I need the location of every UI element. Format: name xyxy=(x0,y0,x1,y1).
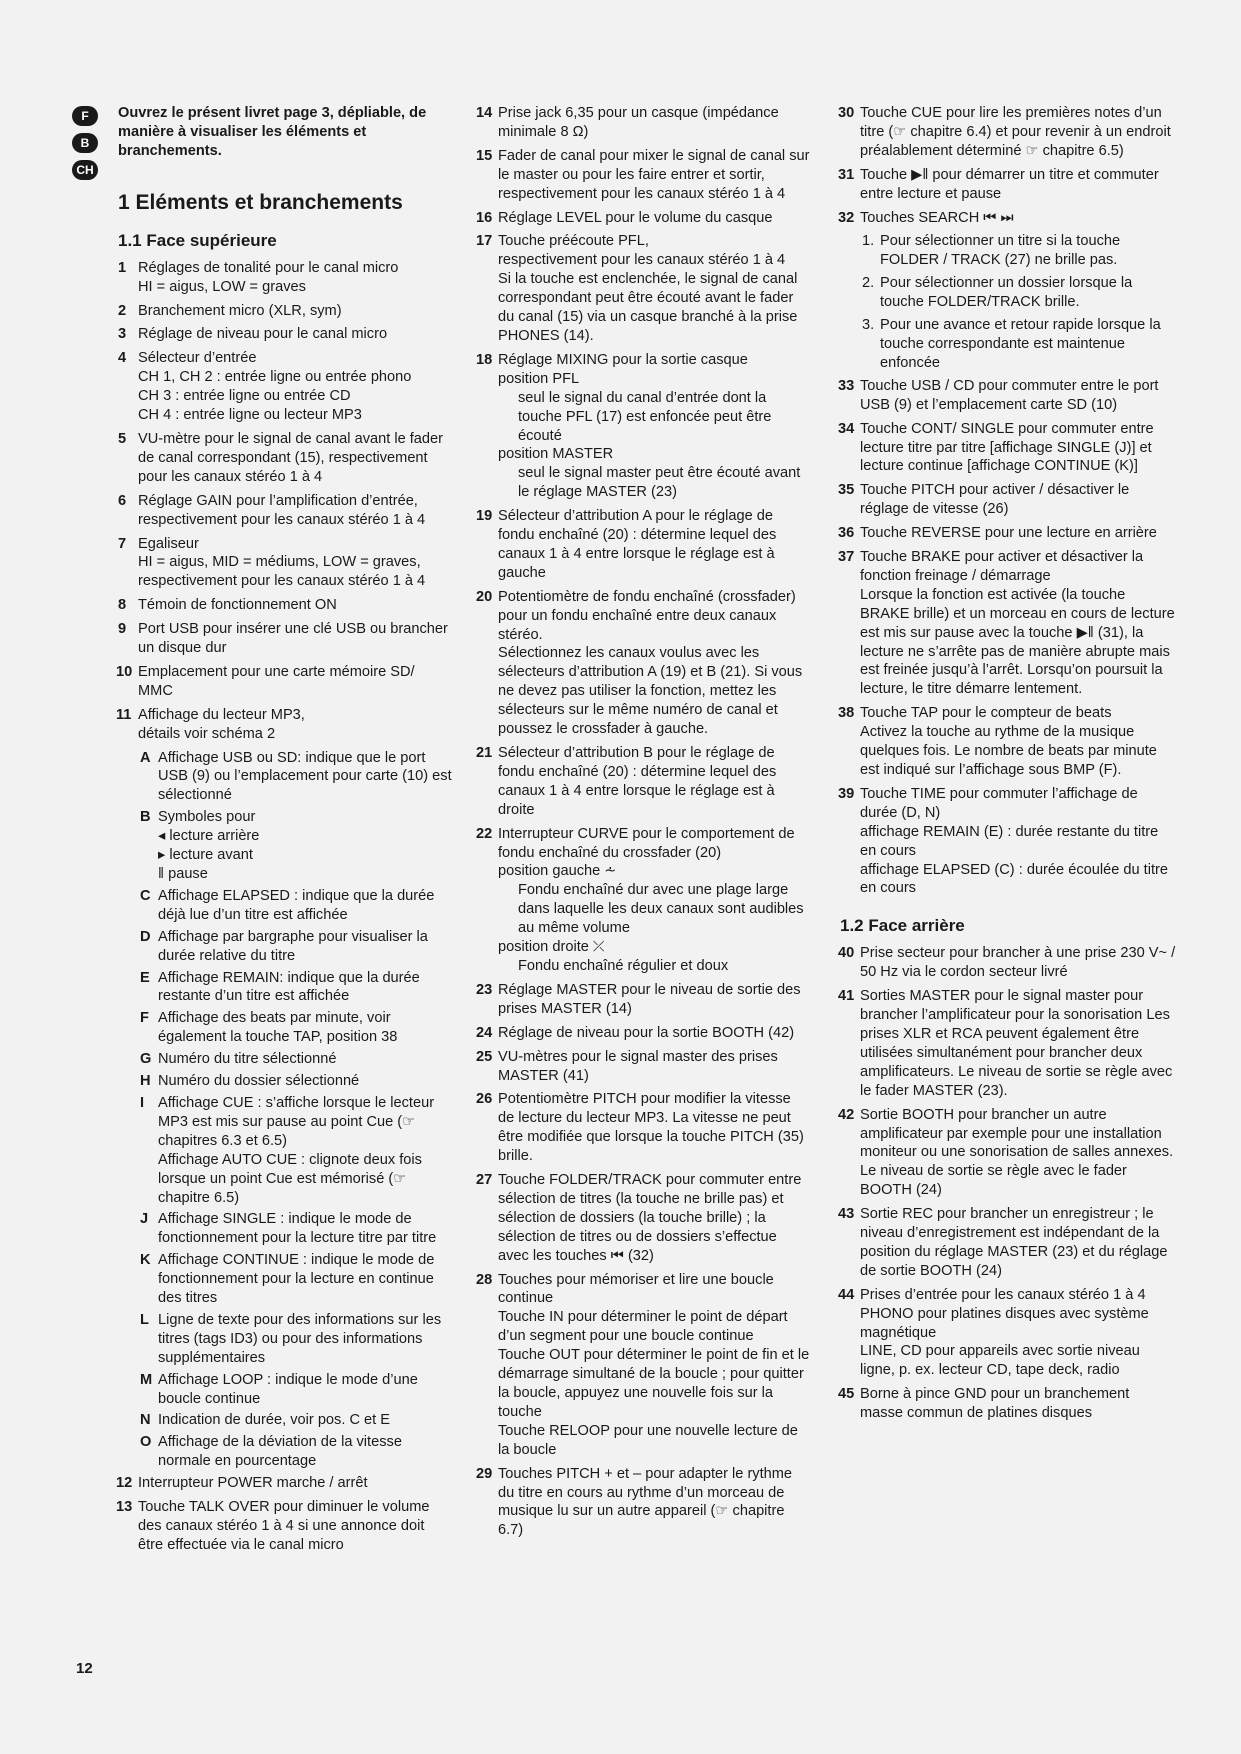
item-36: 36 Touche REVERSE pour une lecture en arrière xyxy=(838,525,1157,542)
item-7: 7 Egaliseur HI = aigus, MID = médiums, LOW = graves, respectivement pour les canaux stéréo 1 à 4 xyxy=(118,535,426,590)
item-28: 28 Touches pour mémoriser et lire une boucle continue Touche IN pour déterminer le point de départ d’un segment pour une boucle continue Touche OUT pour déterminer le point de fin et le démarrage simultané de la boucle ; pour quitter la boucle, appuyez une nouvelle fois sur la touche Touche RELOOP pour une nouvelle lecture de la boucle xyxy=(476,1271,810,1458)
item-12: 12 Interrupteur POWER marche / arrêt xyxy=(116,1475,368,1492)
sub-item-j: J Affichage SINGLE : indique le mode de fonctionnement pour la lecture titre par titre xyxy=(140,1211,437,1247)
item-34: 34 Touche CONT/ SINGLE pour commuter entre lecture titre par titre [affichage SINGLE (J)] et lecture continue [affichage CONTINUE (K)] xyxy=(838,420,1154,475)
item-29: 29 Touches PITCH + et – pour adapter le rythme du titre en cours au rythme d’un morceau de musique lu sur un autre appareil (☞ chapitre 6.7) xyxy=(476,1465,793,1539)
item-32-sub-3: 3. Pour une avance et retour rapide lorsque la touche correspondante est maintenue enfoncée xyxy=(862,317,1161,371)
item-11: 11 Affichage du lecteur MP3, détails voir schéma 2 xyxy=(116,706,305,742)
item-9: 9 Port USB pour insérer une clé USB ou brancher un disque dur xyxy=(118,621,448,657)
item-2: 2 Branchement micro (XLR, sym) xyxy=(118,302,342,319)
sub-item-b: B Symboles pour ◂ lecture arrière ▸ lecture avant ǁ pause xyxy=(140,809,260,882)
sub-item-h: H Numéro du dossier sélectionné xyxy=(140,1073,360,1090)
item-38: 38 Touche TAP pour le compteur de beats Activez la touche au rythme de la musique quelques fois. Le nombre de beats par minute est indiqué sur l’affichage sous BMP (F). xyxy=(838,705,1157,778)
page-number: 12 xyxy=(76,1660,93,1677)
sub-item-d: D Affichage par bargraphe pour visualiser la durée relative du titre xyxy=(140,928,428,964)
item-32: 32 Touches SEARCH ⏮ ⏭ xyxy=(838,209,1014,226)
item-19: 19 Sélecteur d’attribution A pour le réglage de fondu enchaîné (20) : détermine lequel des canaux 1 à 4 entre lorsque le réglage est à gauche xyxy=(476,508,777,581)
item-23: 23 Réglage MASTER pour le niveau de sortie des prises MASTER (14) xyxy=(476,981,801,1017)
column-3 xyxy=(840,104,1176,1428)
language-badge-ch: CH xyxy=(72,160,98,180)
item-37: 37 Touche BRAKE pour activer et désactiver la fonction freinage / démarrage Lorsque la fonction est activée (la touche BRAKE brille) et un morceau en cours de lecture est mis sur pause avec la touche ▶ǁ (31), la lecture ne s’arrête pas de manière abrupte mais est freinée jusqu’à l’arrêt. Lorsqu’on poursuit la lecture, le titre démarre lentement. xyxy=(838,549,1175,698)
sub-item-i: I Affichage CUE : s’affiche lorsque le lecteur MP3 est mis sur pause au point Cue (☞ chapitres 6.3 et 6.5) Affichage AUTO CUE : clignote deux fois lorsque un point Cue est mémorisé (☞ chapitre 6.5) xyxy=(140,1094,435,1206)
column-1 xyxy=(118,104,452,1560)
item-17: 17 Touche préécoute PFL, respectivement pour les canaux stéréo 1 à 4 Si la touche est enclenchée, le signal de canal correspondant peut être écouté avant le fader du canal (15) via un casque branché à la prise PHONES (14). xyxy=(476,233,798,344)
sub-item-a: A Affichage USB ou SD: indique que le port USB (9) ou l’emplacement pour carte (10) est sélectionné xyxy=(140,749,452,804)
sub-item-l: L Ligne de texte pour des informations sur les titres (tags ID3) ou pour des informations supplémentaires xyxy=(140,1311,442,1366)
item-39: 39 Touche TIME pour commuter l’affichage de durée (D, N) affichage REMAIN (E) : durée restante du titre en cours affichage ELAPSED (C) : durée écoulée du titre en cours xyxy=(838,785,1168,897)
language-badges xyxy=(72,106,98,187)
sub-item-o: O Affichage de la déviation de la vitesse normale en pourcentage xyxy=(140,1434,402,1470)
item-16: 16 Réglage LEVEL pour le volume du casque xyxy=(476,209,773,226)
item-31: 31 Touche ▶ǁ pour démarrer un titre et commuter entre lecture et pause xyxy=(838,166,1159,202)
language-badge-f: F xyxy=(72,106,98,126)
language-badge-b: B xyxy=(72,133,98,153)
item-14: 14 Prise jack 6,35 pour un casque (impédance minimale 8 Ω) xyxy=(476,105,779,140)
item-26: 26 Potentiomètre PITCH pour modifier la vitesse de lecture du lecteur MP3. La vitesse ne peut être modifiée que lorsque la touche PITCH (35) brille. xyxy=(476,1091,804,1165)
item-15: 15 Fader de canal pour mixer le signal de canal sur le master ou pour les faire entrer et sortir, respectivement pour les canaux stéréo 1 à 4 xyxy=(476,147,810,202)
item-40: 40 Prise secteur pour brancher à une prise 230 V~ / 50 Hz via le cordon secteur livré xyxy=(838,945,1176,981)
item-35: 35 Touche PITCH pour activer / désactiver le réglage de vitesse (26) xyxy=(838,482,1130,518)
item-45: 45 Borne à pince GND pour un branchement masse commun de platines disques xyxy=(838,1386,1130,1422)
item-22: 22 Interrupteur CURVE pour le comportement de fondu enchaîné du crossfader (20) position gauche ⩪ Fondu enchaîné dur avec une plage large dans laquelle les deux canaux sont audibles au même volume position droite ⤫ Fondu enchaîné régulier et doux xyxy=(476,825,804,974)
item-24: 24 Réglage de niveau pour la sortie BOOTH (42) xyxy=(476,1024,795,1041)
sub-item-k: K Affichage CONTINUE : indique le mode de fonctionnement pour la lecture en continue des titres xyxy=(140,1252,435,1307)
sub-item-e: E Affichage REMAIN: indique que la durée restante d’un titre est affichée xyxy=(140,969,420,1005)
item-27: 27 Touche FOLDER/TRACK pour commuter entre sélection de titres (la touche ne brille pas) et sélection de dossiers (la touche brille) ; la sélection de titres ou de dossiers s’effectue avec les touches ⏮ (32) xyxy=(476,1172,802,1264)
item-42: 42 Sortie BOOTH pour brancher un autre amplificateur par exemple pour une installation moniteur ou une sonorisation de salles annexes. Le niveau de sortie se règle avec le fader BOOTH (24) xyxy=(838,1106,1174,1199)
section-heading-face-arriere: 1.2 Face arrière xyxy=(840,916,965,936)
item-43: 43 Sortie REC pour brancher un enregistreur ; le niveau d’enregistrement est indépendant de la position du réglage MASTER (23) et du réglage de sortie BOOTH (24) xyxy=(838,1206,1168,1279)
column-2 xyxy=(478,104,810,1545)
sub-item-m: M Affichage LOOP : indique le mode d’une boucle continue xyxy=(140,1371,418,1407)
section-heading-face-superieure: 1.1 Face supérieure xyxy=(118,230,277,250)
main-heading: 1 Eléments et branchements xyxy=(118,190,403,214)
item-32-sub-2: 2. Pour sélectionner un dossier lorsque la touche FOLDER/TRACK brille. xyxy=(862,275,1133,311)
item-4: 4 Sélecteur d’entrée CH 1, CH 2 : entrée ligne ou entrée phono CH 3 : entrée ligne ou entrée CD CH 4 : entrée ligne ou lecteur MP3 xyxy=(118,350,412,424)
item-6: 6 Réglage GAIN pour l’amplification d’entrée, respectivement pour les canaux stéréo 1 à 4 xyxy=(118,492,426,528)
sub-item-g: G Numéro du titre sélectionné xyxy=(140,1051,337,1068)
item-13: 13 Touche TALK OVER pour diminuer le volume des canaux stéréo 1 à 4 si une annonce doit être effectuée via le canal micro xyxy=(116,1499,430,1553)
item-44: 44 Prises d’entrée pour les canaux stéréo 1 à 4 PHONO pour platines disques avec système magnétique LINE, CD pour appareils avec sortie niveau ligne, p. ex. lecteur CD, tape deck, radio xyxy=(838,1286,1149,1379)
item-18: 18 Réglage MIXING pour la sortie casque position PFL seul le signal du canal d’entrée dont la touche PFL (17) est enfoncée peut être écouté position MASTER seul le signal master peut être écouté avant le réglage MASTER (23) xyxy=(476,351,801,501)
item-5: 5 VU-mètre pour le signal de canal avant le fader de canal correspondant (15), respectivement pour les canaux stéréo 1 à 4 xyxy=(118,430,444,485)
item-20: 20 Potentiomètre de fondu enchaîné (crossfader) pour un fondu enchaîné entre deux canaux stéréo. Sélectionnez les canaux voulus avec les sélecteurs d’attribution A (19) et B (21). Si vous ne devez pas utiliser la fonction, mettez les sélecteurs sur le même numéro de canal et poussez le crossfader à gauche. xyxy=(476,588,803,738)
sub-item-n: N Indication de durée, voir pos. C et E xyxy=(140,1412,391,1429)
item-25: 25 VU-mètres pour le signal master des prises MASTER (41) xyxy=(476,1048,778,1084)
item-41: 41 Sorties MASTER pour le signal master pour brancher l’amplificateur pour la sonorisation Les prises XLR et RCA peuvent également être utilisées simultanément pour brancher deux amplificateurs. Le niveau de sortie se règle avec le fader MASTER (23). xyxy=(838,988,1173,1099)
sub-item-c: C Affichage ELAPSED : indique que la durée déjà lue d’un titre est affichée xyxy=(140,887,435,923)
item-30: 30 Touche CUE pour lire les premières notes d’un titre (☞ chapitre 6.4) et pour revenir à un endroit préalablement déterminé ☞ chapitre 6.5) xyxy=(838,105,1171,159)
item-1: 1 Réglages de tonalité pour le canal micro HI = aigus, LOW = graves xyxy=(118,259,399,295)
sub-item-f: F Affichage des beats par minute, voir également la touche TAP, position 38 xyxy=(140,1010,398,1046)
intro-text: Ouvrez le présent livret page 3, dépliable, de manière à visualiser les éléments et branchements. xyxy=(118,105,427,159)
item-32-sub-1: 1. Pour sélectionner un titre si la touche FOLDER / TRACK (27) ne brille pas. xyxy=(862,233,1121,269)
item-10: 10 Emplacement pour une carte mémoire SD/ MMC xyxy=(116,663,415,699)
item-8: 8 Témoin de fonctionnement ON xyxy=(118,597,337,614)
item-21: 21 Sélecteur d’attribution B pour le réglage de fondu enchaîné (20) : détermine lequel des canaux 1 à 4 entre lorsque le réglage est à droite xyxy=(476,745,777,818)
item-3: 3 Réglage de niveau pour le canal micro xyxy=(118,326,388,343)
item-33: 33 Touche USB / CD pour commuter entre le port USB (9) et l’emplacement carte SD (10) xyxy=(838,377,1159,413)
